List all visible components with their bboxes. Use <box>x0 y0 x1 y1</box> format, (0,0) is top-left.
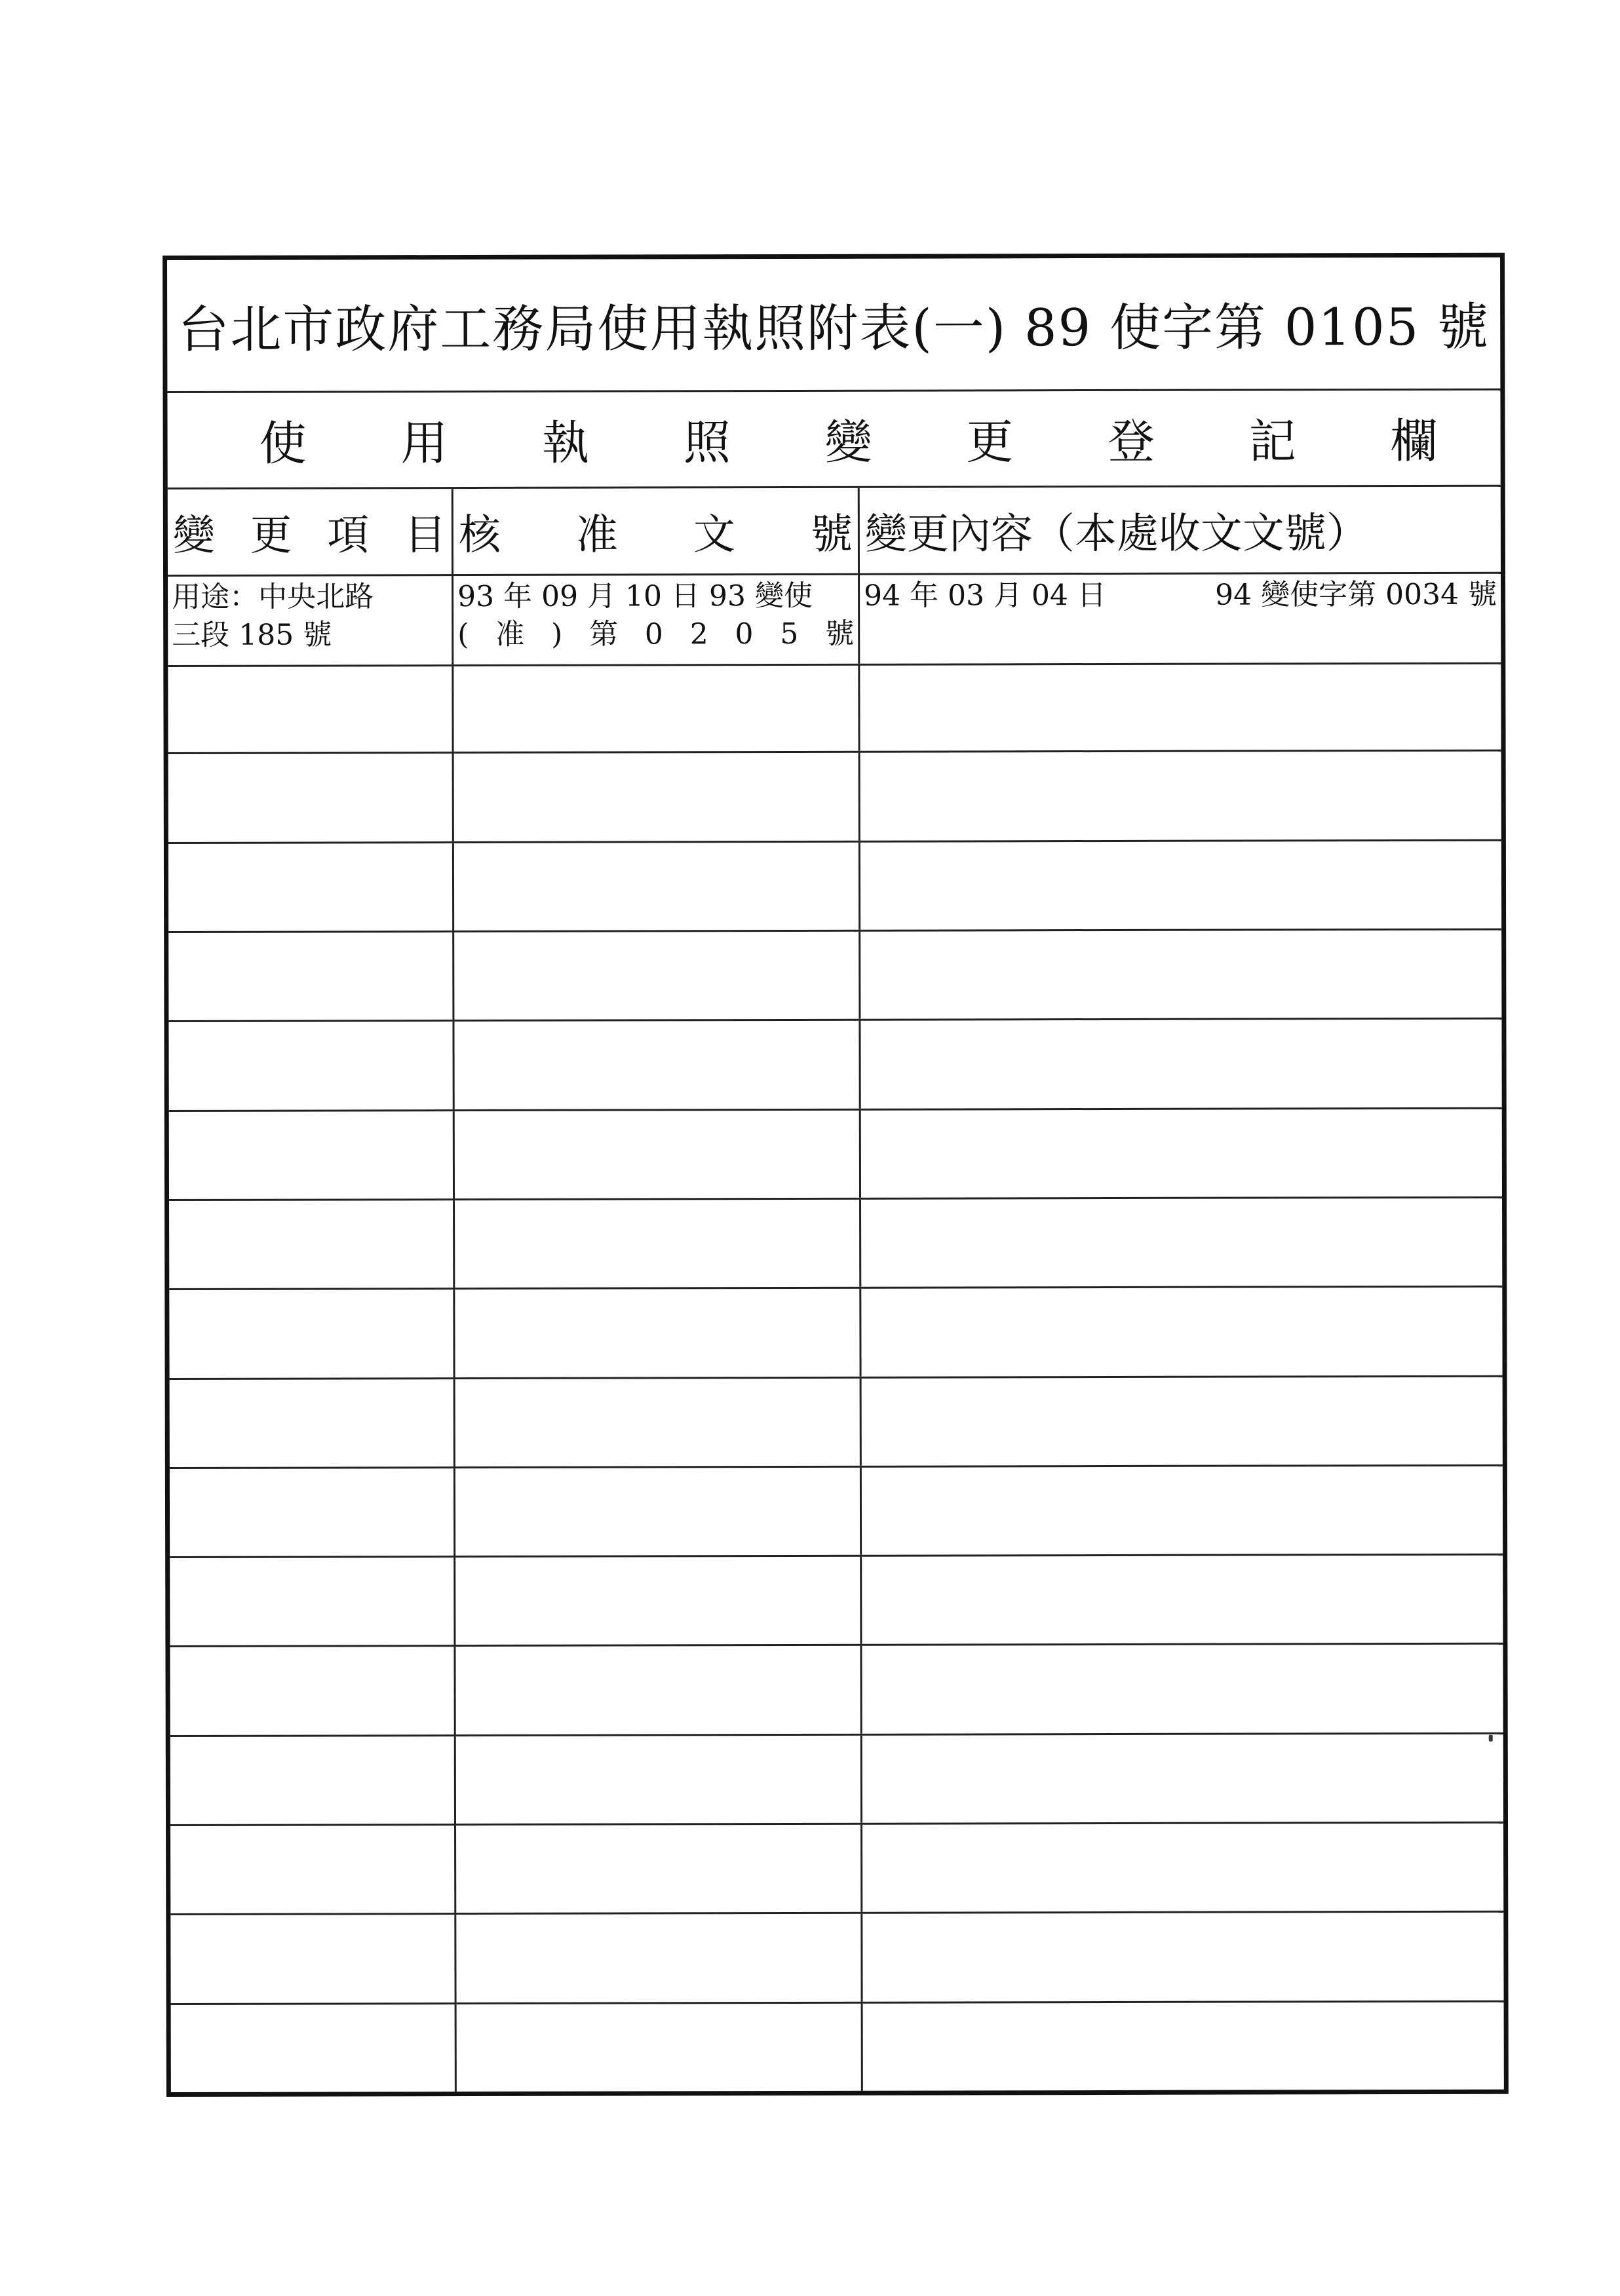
header-change-item <box>168 489 453 575</box>
empty-cell <box>455 1200 861 1288</box>
table-row <box>169 1109 1502 1201</box>
cell-char: 2 <box>689 617 708 651</box>
empty-cell <box>862 1913 1503 2001</box>
scan-speck <box>1489 1735 1493 1742</box>
cell-change-item <box>168 574 453 665</box>
empty-cell <box>170 1558 455 1645</box>
subtitle-char: 欄 <box>1390 413 1438 469</box>
table-row <box>168 752 1501 844</box>
table-header-row <box>168 487 1501 577</box>
empty-cell <box>456 1736 862 1824</box>
table-row <box>168 841 1501 933</box>
header-change-content: 變更內容（本處收文文號） <box>864 509 1368 559</box>
cell-char: 5 <box>780 617 799 651</box>
empty-cell <box>168 664 453 752</box>
empty-cell <box>453 664 860 752</box>
subtitle-char: 記 <box>1248 413 1296 469</box>
empty-cell <box>863 2002 1504 2090</box>
empty-cell <box>168 1022 454 1109</box>
cell-char: ) <box>550 617 563 651</box>
cell-line: 93 年 09 月 10 日 93 變使 <box>457 579 813 614</box>
empty-cell <box>456 1825 862 1913</box>
subtitle-char: 變 <box>824 414 872 470</box>
cell-line: 用途：中央北路 <box>172 580 374 614</box>
content-date: 94 年 03 月 04 日 <box>864 578 1107 613</box>
cell-approval-number <box>453 573 860 664</box>
table-row <box>170 1466 1503 1559</box>
empty-cell <box>455 1289 861 1377</box>
cell-char: 號 <box>825 617 855 651</box>
table-row <box>168 662 1501 755</box>
cell-char: 0 <box>735 617 754 651</box>
cell-char: 第 <box>588 617 619 651</box>
empty-cell <box>860 930 1501 1019</box>
empty-cell <box>456 1914 862 2002</box>
empty-cell <box>455 1468 862 1556</box>
empty-cell <box>170 1379 455 1467</box>
empty-cell <box>862 1734 1503 1822</box>
content-doc-number: 94 變使字第 0034 號 <box>1215 577 1497 612</box>
empty-cell <box>454 842 860 930</box>
header-char: 准 <box>575 510 618 560</box>
header-char: 更 <box>250 511 292 560</box>
cell-char: 准 <box>495 617 525 651</box>
empty-cell <box>860 841 1501 929</box>
empty-cell <box>168 843 454 931</box>
empty-cell <box>454 932 860 1020</box>
empty-cell <box>862 1377 1503 1465</box>
table-row <box>170 1645 1503 1737</box>
table-row <box>170 1377 1503 1469</box>
empty-cell <box>170 1826 456 1913</box>
empty-cell <box>861 1288 1502 1376</box>
cell-char: 0 <box>644 617 663 651</box>
empty-cell <box>170 1915 456 2002</box>
empty-cell <box>170 1468 455 1556</box>
table-row <box>171 2002 1504 2092</box>
table-row <box>168 930 1501 1023</box>
table-row <box>170 1556 1503 1648</box>
empty-cell <box>862 1466 1503 1555</box>
empty-cell <box>455 1557 862 1645</box>
header-char: 變 <box>172 511 215 560</box>
usage-permit-form <box>163 253 1509 2097</box>
empty-cell <box>862 1556 1503 1644</box>
empty-cell <box>171 2004 457 2092</box>
cell-line <box>457 615 854 654</box>
cell-change-content <box>860 572 1501 664</box>
subtitle-char: 照 <box>683 414 731 470</box>
empty-cell <box>457 2003 863 2092</box>
cell-char: ( <box>457 618 469 652</box>
subtitle-char: 使 <box>259 415 307 471</box>
subtitle-char: 更 <box>966 413 1014 469</box>
table-row <box>170 1734 1503 1826</box>
header-char: 號 <box>810 510 853 559</box>
empty-cell <box>862 1824 1503 1912</box>
empty-cell <box>169 1200 455 1288</box>
header-char: 項 <box>327 511 370 560</box>
subtitle-char: 用 <box>400 415 448 470</box>
cell-line: 三段 185 號 <box>172 618 332 652</box>
subtitle-char: 登 <box>1107 413 1155 469</box>
form-title: 台北市政府工務局使用執照附表(一) 89 使字第 0105 號 <box>167 258 1500 393</box>
table-row <box>170 1824 1503 1916</box>
empty-cell <box>454 753 860 841</box>
empty-cell <box>455 1378 862 1466</box>
empty-cell <box>168 754 454 841</box>
empty-cell <box>170 1736 456 1824</box>
header-char: 目 <box>404 511 446 560</box>
header-char: 文 <box>693 510 735 560</box>
header-char: 核 <box>458 510 501 560</box>
empty-cell <box>860 1020 1501 1108</box>
empty-cell <box>861 1109 1502 1197</box>
empty-rows <box>168 662 1504 2092</box>
table-row <box>170 1913 1503 2005</box>
empty-cell <box>860 752 1501 840</box>
subtitle-char: 執 <box>541 415 590 470</box>
table-row <box>169 1198 1502 1291</box>
empty-cell <box>168 932 454 1020</box>
cell-line <box>864 576 1497 615</box>
table-row <box>168 572 1501 667</box>
table-row <box>169 1288 1502 1380</box>
empty-cell <box>862 1645 1503 1733</box>
empty-cell <box>454 1021 860 1109</box>
empty-cell <box>169 1290 455 1377</box>
empty-cell <box>861 1198 1502 1287</box>
empty-cell <box>455 1646 862 1734</box>
empty-cell <box>170 1647 455 1735</box>
empty-cell <box>169 1111 455 1199</box>
empty-cell <box>860 662 1501 751</box>
empty-cell <box>455 1110 861 1198</box>
form-subtitle <box>167 389 1500 489</box>
table-row <box>168 1020 1501 1112</box>
header-approval-number <box>453 488 860 574</box>
